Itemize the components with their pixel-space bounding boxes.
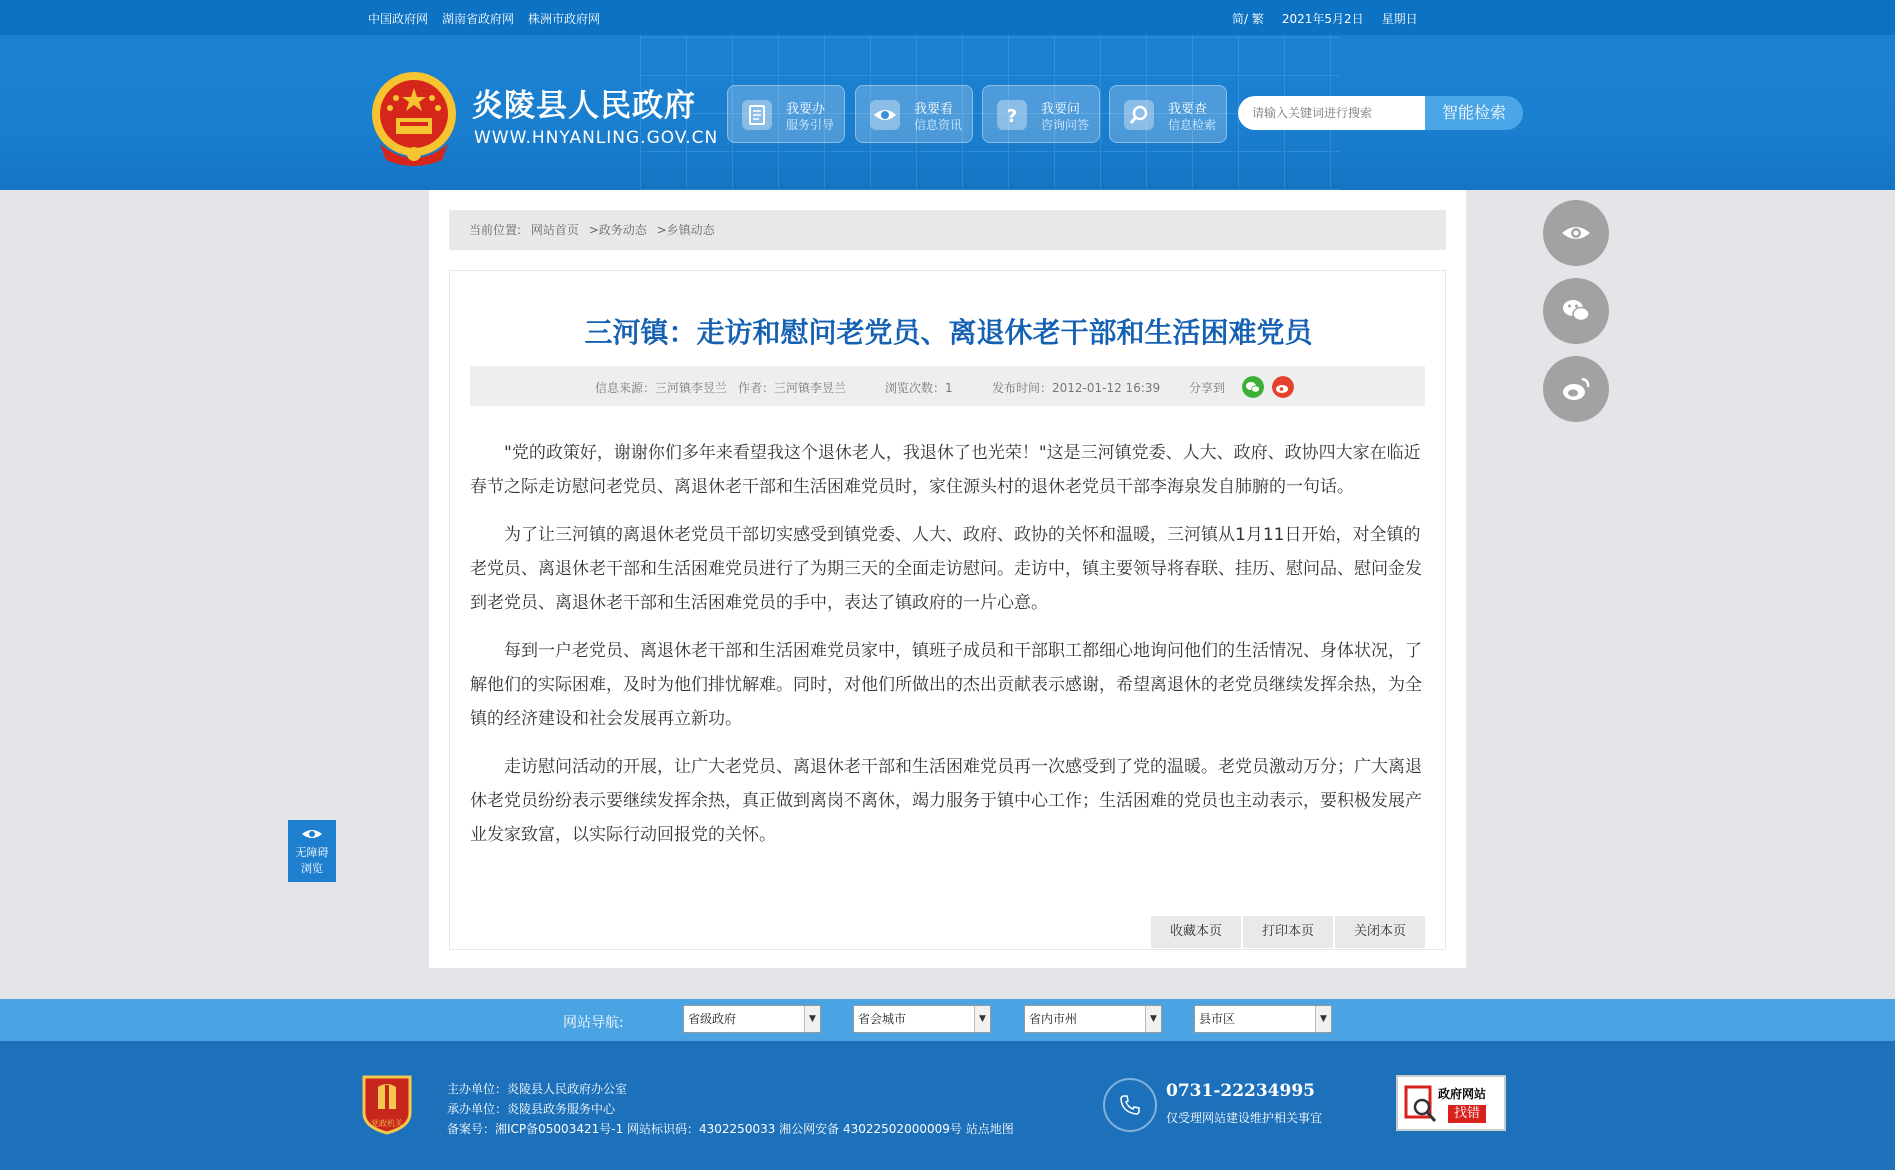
breadcrumb-home[interactable]: 网站首页 (530, 223, 579, 237)
print-button[interactable]: 打印本页 (1243, 916, 1333, 948)
language-toggle[interactable]: 简/ 繁 (1232, 12, 1264, 26)
service-subtitle: 咨询问答 (1041, 118, 1090, 132)
breadcrumb-town-news[interactable]: >乡镇动态 (656, 223, 715, 237)
service-button-ask[interactable] (982, 85, 1100, 143)
article (449, 270, 1446, 950)
site-nav-bar (0, 999, 1895, 1041)
service-button-search[interactable] (1109, 85, 1227, 143)
chevron-down-icon: ▼ (974, 1006, 990, 1032)
article-actions (1151, 916, 1425, 948)
select-province-gov[interactable] (683, 1005, 821, 1033)
current-date: 2021年5月2日 (1281, 12, 1364, 26)
meta-published: 发布时间：2012-01-12 16:39 (992, 381, 1161, 395)
service-subtitle: 服务引导 (786, 118, 835, 132)
accessibility-label-2: 浏览 (301, 862, 323, 875)
document-icon (742, 100, 772, 130)
article-body (470, 436, 1425, 866)
float-view-button[interactable] (1543, 200, 1609, 266)
search-icon (1124, 100, 1154, 130)
close-page-button[interactable]: 关闭本页 (1335, 916, 1425, 948)
select-counties[interactable] (1194, 1005, 1332, 1033)
link-hunan-gov[interactable]: 湖南省政府网 (442, 12, 515, 26)
service-subtitle: 信息资讯 (914, 118, 963, 132)
chevron-down-icon: ▼ (1315, 1006, 1331, 1032)
error-title: 政府网站 (1438, 1087, 1487, 1101)
site-domain: WWW.HNYANLING.GOV.CN (474, 128, 719, 148)
error-tag: 找错 (1448, 1105, 1486, 1123)
accessibility-button[interactable] (288, 820, 336, 882)
contact-phone: 0731-22234995 (1166, 1081, 1315, 1101)
magnifier-icon (1404, 1085, 1438, 1125)
article-title: 三河镇：走访和慰问老党员、离退休老干部和生活困难党员 (584, 316, 1313, 349)
badge-text: 党政机关 (371, 1119, 403, 1128)
select-province-cities[interactable] (1024, 1005, 1162, 1033)
site-nav-label: 网站导航: (563, 1015, 624, 1031)
meta-author: 作者：三河镇李昱兰 (738, 381, 847, 395)
wechat-share-icon[interactable] (1242, 376, 1264, 398)
select-value: 省会城市 (858, 1012, 907, 1026)
breadcrumb-news[interactable]: >政务动态 (588, 223, 647, 237)
float-wechat-button[interactable] (1543, 278, 1609, 344)
chevron-down-icon: ▼ (1145, 1006, 1161, 1032)
meta-views: 浏览次数：1 (885, 381, 953, 395)
question-icon (997, 100, 1027, 130)
phone-icon (1103, 1078, 1157, 1132)
select-value: 省级政府 (688, 1012, 737, 1026)
contact-phone-desc: 仅受理网站建设维护相关事宜 (1166, 1111, 1323, 1125)
link-china-gov[interactable]: 中国政府网 (368, 12, 429, 26)
weibo-icon (1560, 373, 1592, 405)
article-paragraph: "党的政策好，谢谢你们多年来看望我这个退休老人，我退休了也光荣！"这是三河镇党委、人大、政府、政协四大家在临近春节之际走访慰问老党员、离退休老干部和生活困难党员时，家住源头村的退休老党员干部李海泉发自肺腑的一句话。 (470, 443, 1421, 497)
bookmark-button[interactable]: 收藏本页 (1151, 916, 1241, 948)
report-error-button[interactable] (1396, 1075, 1506, 1131)
breadcrumb (449, 210, 1446, 250)
weibo-share-icon[interactable] (1272, 376, 1294, 398)
select-value: 县市区 (1199, 1012, 1236, 1026)
article-paragraph: 为了让三河镇的离退休老党员干部切实感受到镇党委、人大、政府、政协的关怀和温暖，三河镇从1月11日开始，对全镇的老党员、离退休老干部和生活困难党员进行了为期三天的全面走访慰问。走访中，镇主要领导将春联、挂历、慰问品、慰问金发到老党员、离退休老干部和生活困难党员的手中，表达了镇政府的一片心意。 (470, 525, 1422, 613)
top-bar (0, 0, 1895, 35)
article-paragraph: 每到一户老党员、离退休老干部和生活困难党员家中，镇班子成员和干部职工都细心地询问他们的生活情况、身体状况，了解他们的实际困难，及时为他们排忧解难。同时，对他们所做出的杰出贡献表示感谢，希望离退休的老党员继续发挥余热，为全镇的经济建设和社会发展再立新功。 (470, 641, 1422, 729)
chevron-down-icon: ▼ (804, 1006, 820, 1032)
current-weekday: 星期日 (1381, 12, 1418, 26)
link-zhuzhou-gov[interactable]: 株洲市政府网 (528, 12, 601, 26)
site-name[interactable]: 炎陵县人民政府 (472, 88, 696, 124)
meta-source: 信息来源：三河镇李昱兰 (595, 381, 728, 395)
service-title: 我要问 (1041, 102, 1081, 117)
footer-organizer: 承办单位：炎陵县政务服务中心 (447, 1102, 616, 1116)
search-input[interactable] (1238, 96, 1426, 130)
select-capital-cities[interactable] (853, 1005, 991, 1033)
svg-text:?: ? (1006, 106, 1018, 127)
service-title: 我要查 (1168, 102, 1208, 117)
top-links (368, 10, 600, 27)
footer-sponsor: 主办单位：炎陵县人民政府办公室 (447, 1082, 628, 1096)
float-weibo-button[interactable] (1543, 356, 1609, 422)
eye-icon (1560, 217, 1592, 249)
search-button[interactable]: 智能检索 (1425, 96, 1523, 130)
footer-info (447, 1079, 1014, 1139)
accessibility-label-1: 无障碍 (295, 846, 329, 859)
eye-icon (301, 826, 323, 842)
service-subtitle: 信息检索 (1168, 118, 1217, 132)
select-value: 省内市州 (1029, 1012, 1078, 1026)
service-button-handle[interactable] (727, 85, 845, 143)
article-meta (470, 366, 1425, 406)
service-title: 我要看 (914, 102, 954, 117)
service-button-view[interactable] (855, 85, 973, 143)
article-paragraph: 走访慰问活动的开展，让广大老党员、离退休老干部和生活困难党员再一次感受到了党的温暖。老党员激动万分；广大离退休老党员纷纷表示要继续发挥余热，真正做到离岗不离休，竭力服务于镇中心工作；生活困难的党员也主动表示，要积极发展产业发家致富，以实际行动回报党的关怀。 (470, 757, 1422, 845)
main-content (429, 190, 1466, 968)
party-government-badge-icon[interactable] (360, 1073, 414, 1135)
eye-icon (870, 100, 900, 130)
breadcrumb-prefix: 当前位置: (469, 223, 522, 237)
wechat-icon (1560, 295, 1592, 327)
meta-share-label: 分享到 (1189, 381, 1226, 395)
footer-record[interactable]: 备案号：湘ICP备05003421号-1 网站标识码：4302250033 湘公网安备 43022502000009号 站点地图 (447, 1122, 1014, 1136)
national-emblem-icon[interactable] (366, 68, 462, 172)
site-footer (0, 1041, 1895, 1170)
service-title: 我要办 (786, 102, 826, 117)
